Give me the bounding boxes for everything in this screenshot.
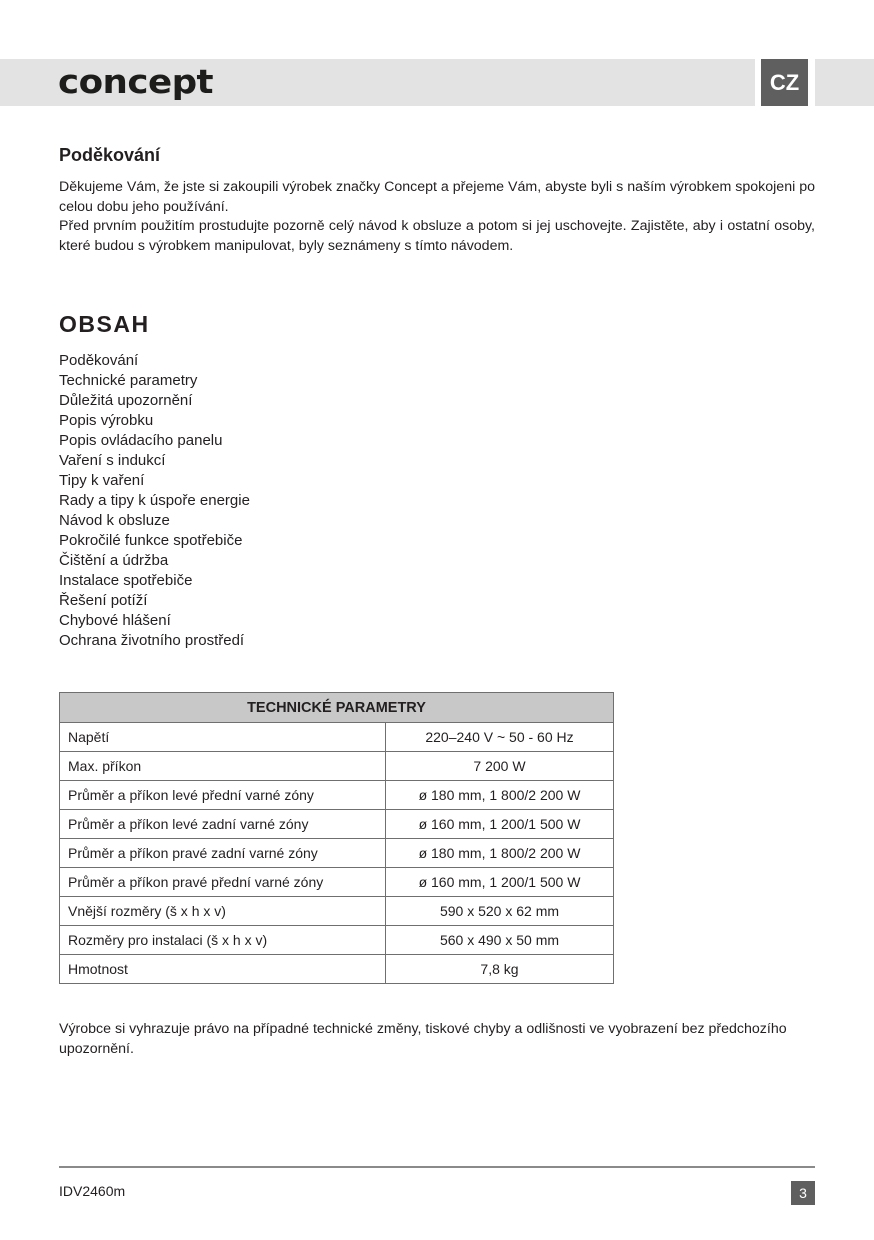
- table-title: TECHNICKÉ PARAMETRY: [60, 693, 614, 723]
- brand-logo: concept: [58, 62, 214, 101]
- header-bar-end: [815, 59, 874, 106]
- contents-heading: OBSAH: [59, 311, 150, 337]
- param-label: Průměr a příkon levé přední varné zóny: [60, 781, 386, 810]
- param-value: 220–240 V ~ 50 - 60 Hz: [386, 723, 614, 752]
- footer-divider: [59, 1166, 815, 1168]
- table-row: [60, 810, 614, 839]
- param-value: 560 x 490 x 50 mm: [386, 926, 614, 955]
- toc-item[interactable]: Rady a tipy k úspoře energie: [59, 492, 250, 509]
- page-number: 3: [791, 1181, 815, 1205]
- table-row: [60, 839, 614, 868]
- toc-item[interactable]: Vaření s indukcí: [59, 452, 166, 469]
- param-label: Max. příkon: [60, 752, 386, 781]
- table-row: [60, 955, 614, 984]
- thanks-paragraph: Děkujeme Vám, že jste si zakoupili výrobek značky Concept a přejeme Vám, abyste byli s naším výrobkem spokojeni po celou dobu jeho používání.: [59, 179, 815, 215]
- model-number: IDV2460m: [59, 1183, 126, 1199]
- thanks-paragraph: Před prvním použitím prostudujte pozorně celý návod k obsluze a potom si jej uschovejte. Zajistěte, aby i ostatní osoby, které budou s výrobkem manipulovat, byly seznámeny s tímto návodem.: [59, 218, 815, 255]
- param-value: ø 180 mm, 1 800/2 200 W: [386, 781, 614, 810]
- table-row: [60, 926, 614, 955]
- toc-item[interactable]: Návod k obsluze: [59, 512, 170, 529]
- table-row: [60, 781, 614, 810]
- toc-item[interactable]: Poděkování: [59, 352, 139, 369]
- param-value: 7,8 kg: [386, 955, 614, 984]
- param-label: Vnější rozměry (š x h x v): [60, 897, 386, 926]
- table-row: [60, 723, 614, 752]
- param-value: ø 160 mm, 1 200/1 500 W: [386, 810, 614, 839]
- disclaimer-text: Výrobce si vyhrazuje právo na případné technické změny, tiskové chyby a odlišnosti ve vyobrazení bez předchozího upozornění.: [59, 1021, 787, 1057]
- toc-item[interactable]: Tipy k vaření: [59, 472, 145, 489]
- thanks-heading: Poděkování: [59, 145, 161, 165]
- param-value: ø 180 mm, 1 800/2 200 W: [386, 839, 614, 868]
- param-label: Rozměry pro instalaci (š x h x v): [60, 926, 386, 955]
- toc-item[interactable]: Instalace spotřebiče: [59, 572, 193, 589]
- language-badge: CZ: [761, 59, 808, 106]
- param-label: Průměr a příkon levé zadní varné zóny: [60, 810, 386, 839]
- toc-item[interactable]: Ochrana životního prostředí: [59, 632, 245, 649]
- param-value: 590 x 520 x 62 mm: [386, 897, 614, 926]
- table-row: [60, 897, 614, 926]
- toc-item[interactable]: Popis ovládacího panelu: [59, 432, 223, 449]
- table-row: [60, 868, 614, 897]
- table-row: [60, 752, 614, 781]
- param-value: 7 200 W: [386, 752, 614, 781]
- thanks-text: [59, 178, 815, 257]
- param-label: Napětí: [60, 723, 386, 752]
- param-label: Průměr a příkon pravé přední varné zóny: [60, 868, 386, 897]
- table-of-contents: [59, 351, 250, 651]
- param-value: ø 160 mm, 1 200/1 500 W: [386, 868, 614, 897]
- toc-item[interactable]: Řešení potíží: [59, 592, 148, 609]
- toc-item[interactable]: Popis výrobku: [59, 412, 154, 429]
- toc-item[interactable]: Technické parametry: [59, 372, 198, 389]
- toc-item[interactable]: Chybové hlášení: [59, 612, 171, 629]
- toc-item[interactable]: Důležitá upozornění: [59, 392, 193, 409]
- toc-item[interactable]: Čištění a údržba: [59, 552, 169, 569]
- toc-item[interactable]: Pokročilé funkce spotřebiče: [59, 532, 243, 549]
- technical-parameters-table: [59, 692, 614, 984]
- param-label: Průměr a příkon pravé zadní varné zóny: [60, 839, 386, 868]
- param-label: Hmotnost: [60, 955, 386, 984]
